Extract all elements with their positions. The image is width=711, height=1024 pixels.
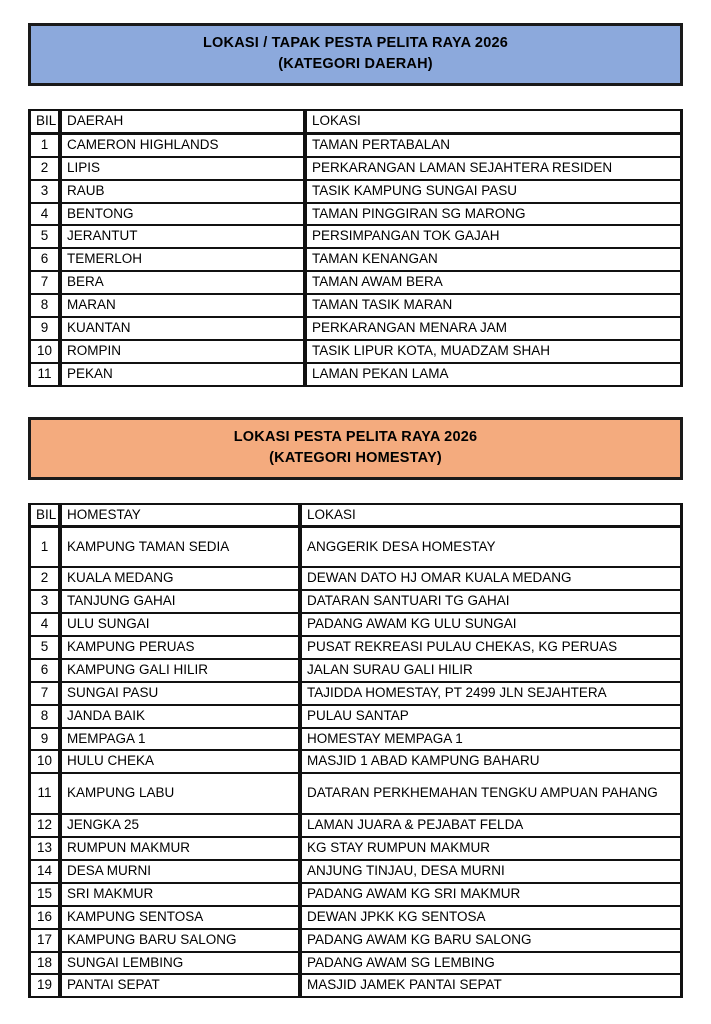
cell-bil: 9 xyxy=(28,728,60,751)
cell-bil: 2 xyxy=(28,567,60,590)
table-row xyxy=(28,974,683,998)
cell-lokasi: LAMAN PEKAN LAMA xyxy=(305,363,683,387)
cell-bil: 4 xyxy=(28,613,60,636)
cell-daerah: MARAN xyxy=(60,294,305,317)
cell-lokasi: JALAN SURAU GALI HILIR xyxy=(300,659,683,682)
cell-lokasi: TASIK KAMPUNG SUNGAI PASU xyxy=(305,180,683,203)
cell-homestay: JANDA BAIK xyxy=(60,705,300,728)
table-row xyxy=(28,860,683,883)
cell-homestay: RUMPUN MAKMUR xyxy=(60,837,300,860)
cell-lokasi: PADANG AWAM SG LEMBING xyxy=(300,952,683,975)
cell-daerah: RAUB xyxy=(60,180,305,203)
cell-homestay: KAMPUNG SENTOSA xyxy=(60,906,300,929)
banner-daerah xyxy=(28,23,683,86)
table-row xyxy=(28,271,683,294)
header-bil: BIL xyxy=(28,503,60,527)
cell-bil: 10 xyxy=(28,340,60,363)
cell-bil: 17 xyxy=(28,929,60,952)
table-row xyxy=(28,837,683,860)
spacer-after-banner-daerah xyxy=(0,86,711,109)
banner-homestay xyxy=(28,417,683,480)
table-row xyxy=(28,659,683,682)
cell-bil: 19 xyxy=(28,974,60,998)
cell-bil: 10 xyxy=(28,750,60,773)
cell-lokasi: PUSAT REKREASI PULAU CHEKAS, KG PERUAS xyxy=(300,636,683,659)
cell-bil: 1 xyxy=(28,526,60,567)
cell-lokasi: DATARAN PERKHEMAHAN TENGKU AMPUAN PAHANG xyxy=(300,773,683,814)
table-wrap-homestay xyxy=(28,503,683,999)
table-row xyxy=(28,750,683,773)
top-spacer xyxy=(0,0,711,23)
table-daerah xyxy=(28,109,683,387)
cell-bil: 8 xyxy=(28,294,60,317)
cell-homestay: SUNGAI PASU xyxy=(60,682,300,705)
cell-lokasi: PADANG AWAM KG SRI MAKMUR xyxy=(300,883,683,906)
cell-lokasi: PADANG AWAM KG ULU SUNGAI xyxy=(300,613,683,636)
cell-bil: 13 xyxy=(28,837,60,860)
spacer-after-banner-homestay xyxy=(0,480,711,503)
table-row xyxy=(28,203,683,226)
cell-lokasi: TAMAN AWAM BERA xyxy=(305,271,683,294)
table-row xyxy=(28,294,683,317)
cell-bil: 1 xyxy=(28,133,60,157)
table-row xyxy=(28,773,683,814)
cell-homestay: KAMPUNG PERUAS xyxy=(60,636,300,659)
header-lokasi: LOKASI xyxy=(305,109,683,133)
header-bil: BIL xyxy=(28,109,60,133)
header-lokasi: LOKASI xyxy=(300,503,683,527)
cell-lokasi: PADANG AWAM KG BARU SALONG xyxy=(300,929,683,952)
table-row xyxy=(28,157,683,180)
cell-homestay: KAMPUNG LABU xyxy=(60,773,300,814)
table-row xyxy=(28,705,683,728)
cell-bil: 3 xyxy=(28,180,60,203)
cell-lokasi: ANGGERIK DESA HOMESTAY xyxy=(300,526,683,567)
cell-lokasi: PULAU SANTAP xyxy=(300,705,683,728)
cell-bil: 8 xyxy=(28,705,60,728)
cell-bil: 6 xyxy=(28,248,60,271)
cell-daerah: KUANTAN xyxy=(60,317,305,340)
cell-daerah: JERANTUT xyxy=(60,225,305,248)
cell-bil: 7 xyxy=(28,682,60,705)
table-row xyxy=(28,682,683,705)
cell-homestay: KAMPUNG GALI HILIR xyxy=(60,659,300,682)
table-row xyxy=(28,180,683,203)
cell-homestay: HULU CHEKA xyxy=(60,750,300,773)
cell-lokasi: HOMESTAY MEMPAGA 1 xyxy=(300,728,683,751)
cell-bil: 15 xyxy=(28,883,60,906)
cell-daerah: PEKAN xyxy=(60,363,305,387)
cell-daerah: TEMERLOH xyxy=(60,248,305,271)
cell-daerah: BERA xyxy=(60,271,305,294)
banner-homestay-line2: (KATEGORI HOMESTAY) xyxy=(269,449,442,466)
cell-bil: 11 xyxy=(28,363,60,387)
cell-lokasi: DEWAN JPKK KG SENTOSA xyxy=(300,906,683,929)
table-row xyxy=(28,906,683,929)
banner-daerah-line2: (KATEGORI DAERAH) xyxy=(278,56,433,73)
table-row xyxy=(28,248,683,271)
cell-daerah: BENTONG xyxy=(60,203,305,226)
cell-lokasi: TASIK LIPUR KOTA, MUADZAM SHAH xyxy=(305,340,683,363)
cell-lokasi: MASJID 1 ABAD KAMPUNG BAHARU xyxy=(300,750,683,773)
cell-bil: 16 xyxy=(28,906,60,929)
table-daerah-header-row xyxy=(28,109,683,133)
cell-lokasi: MASJID JAMEK PANTAI SEPAT xyxy=(300,974,683,998)
cell-bil: 6 xyxy=(28,659,60,682)
cell-lokasi: ANJUNG TINJAU, DESA MURNI xyxy=(300,860,683,883)
cell-bil: 7 xyxy=(28,271,60,294)
table-row xyxy=(28,526,683,567)
spacer-between-sections xyxy=(0,387,711,417)
cell-bil: 2 xyxy=(28,157,60,180)
cell-homestay: KAMPUNG TAMAN SEDIA xyxy=(60,526,300,567)
cell-homestay: JENGKA 25 xyxy=(60,814,300,837)
table-daerah-body xyxy=(28,133,683,387)
cell-lokasi: TAJIDDA HOMESTAY, PT 2499 JLN SEJAHTERA xyxy=(300,682,683,705)
table-row xyxy=(28,952,683,975)
cell-lokasi: TAMAN PERTABALAN xyxy=(305,133,683,157)
cell-bil: 9 xyxy=(28,317,60,340)
cell-lokasi: TAMAN PINGGIRAN SG MARONG xyxy=(305,203,683,226)
cell-bil: 4 xyxy=(28,203,60,226)
cell-daerah: ROMPIN xyxy=(60,340,305,363)
cell-bil: 3 xyxy=(28,590,60,613)
table-row xyxy=(28,340,683,363)
table-row xyxy=(28,728,683,751)
cell-bil: 18 xyxy=(28,952,60,975)
table-row xyxy=(28,363,683,387)
table-row xyxy=(28,317,683,340)
cell-homestay: TANJUNG GAHAI xyxy=(60,590,300,613)
cell-lokasi: PERSIMPANGAN TOK GAJAH xyxy=(305,225,683,248)
cell-daerah: LIPIS xyxy=(60,157,305,180)
table-wrap-daerah xyxy=(28,109,683,387)
table-homestay-header-row xyxy=(28,503,683,527)
header-daerah: DAERAH xyxy=(60,109,305,133)
table-row xyxy=(28,883,683,906)
cell-homestay: KUALA MEDANG xyxy=(60,567,300,590)
cell-bil: 5 xyxy=(28,225,60,248)
banner-homestay-line1: LOKASI PESTA PELITA RAYA 2026 xyxy=(233,428,478,445)
table-row xyxy=(28,225,683,248)
header-homestay: HOMESTAY xyxy=(60,503,300,527)
cell-homestay: KAMPUNG BARU SALONG xyxy=(60,929,300,952)
table-row xyxy=(28,590,683,613)
cell-lokasi: DEWAN DATO HJ OMAR KUALA MEDANG xyxy=(300,567,683,590)
table-row xyxy=(28,133,683,157)
cell-lokasi: PERKARANGAN LAMAN SEJAHTERA RESIDEN xyxy=(305,157,683,180)
cell-homestay: MEMPAGA 1 xyxy=(60,728,300,751)
cell-homestay: SRI MAKMUR xyxy=(60,883,300,906)
table-row xyxy=(28,814,683,837)
cell-lokasi: LAMAN JUARA & PEJABAT FELDA xyxy=(300,814,683,837)
cell-lokasi: DATARAN SANTUARI TG GAHAI xyxy=(300,590,683,613)
cell-bil: 14 xyxy=(28,860,60,883)
cell-bil: 12 xyxy=(28,814,60,837)
cell-lokasi: TAMAN KENANGAN xyxy=(305,248,683,271)
table-row xyxy=(28,613,683,636)
cell-homestay: PANTAI SEPAT xyxy=(60,974,300,998)
cell-bil: 5 xyxy=(28,636,60,659)
cell-bil: 11 xyxy=(28,773,60,814)
table-homestay-body xyxy=(28,526,683,998)
cell-daerah: CAMERON HIGHLANDS xyxy=(60,133,305,157)
cell-homestay: ULU SUNGAI xyxy=(60,613,300,636)
cell-lokasi: KG STAY RUMPUN MAKMUR xyxy=(300,837,683,860)
cell-homestay: DESA MURNI xyxy=(60,860,300,883)
cell-homestay: SUNGAI LEMBING xyxy=(60,952,300,975)
banner-daerah-line1: LOKASI / TAPAK PESTA PELITA RAYA 2026 xyxy=(203,35,508,51)
table-row xyxy=(28,567,683,590)
table-row xyxy=(28,636,683,659)
table-row xyxy=(28,929,683,952)
table-homestay xyxy=(28,503,683,999)
cell-lokasi: PERKARANGAN MENARA JAM xyxy=(305,317,683,340)
cell-lokasi: TAMAN TASIK MARAN xyxy=(305,294,683,317)
